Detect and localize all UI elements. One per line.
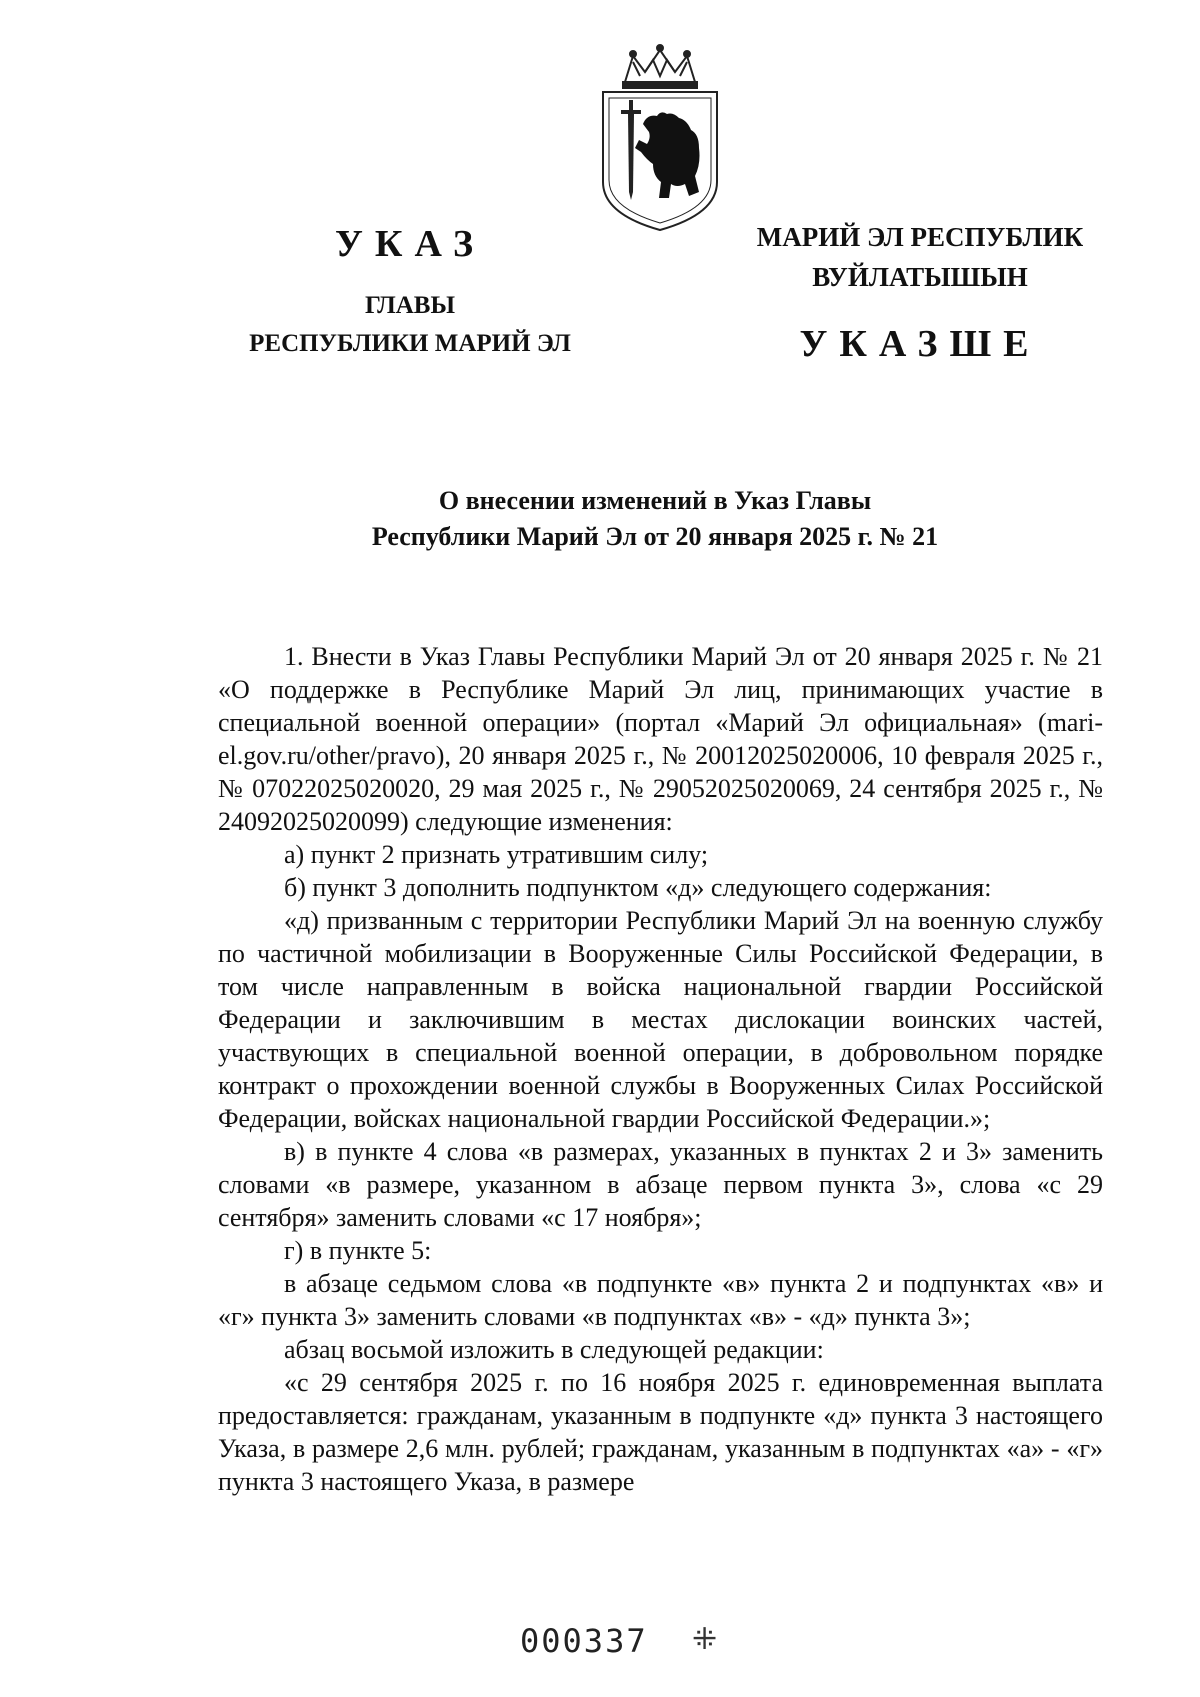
body-paragraph: 1. Внести в Указ Главы Республики Марий Эл от 20 января 2025 г. № 21 «О поддержке в Республике Марий Эл лиц, принимающих участие в специальной военной операции» (портал «Марий Эл официальная» (mari-el.gov.ru/other/pravo), 20 января 2025 г., № 20012025020006, 10 февраля 2025 г., № 07022025020020, 29 мая 2025 г., № 29052025020069, 24 сентября 2025 г., № 24092025020099) следующие изменения: [218,642,1103,836]
crown-icon [623,45,697,88]
issuer-line-2: РЕСПУБЛИКИ МАРИЙ ЭЛ [249,330,571,357]
issuer-mari-line-2: ВУЙЛАТЫШЫН [812,262,1028,292]
coat-of-arms-emblem [595,42,725,232]
issuer-line-1: ГЛАВЫ [364,292,456,319]
body-paragraph: в) в пункте 4 слова «в размерах, указанных в пунктах 2 и 3» заменить словами «в размере, указанном в абзаце первом пункта 3», слова «с 29 сентября» заменить словами «с 17 ноября»; [218,1137,1103,1232]
body-paragraph: г) в пункте 5: [284,1236,432,1265]
document-title-line-2: Республики Марий Эл от 20 января 2025 г. № 21 [371,522,939,551]
issuer-mari-line-1: МАРИЙ ЭЛ РЕСПУБЛИК [756,222,1084,252]
document-title-line-1: О внесении изменений в Указ Главы [438,486,872,515]
body-paragraph: а) пункт 2 признать утратившим силу; [284,840,709,869]
document-title [200,483,1110,555]
document-serial-number: 000337 [520,1622,648,1660]
decree-title: УКАЗ [335,223,485,265]
body-paragraph: «д) призванным с территории Республики Марий Эл на военную службу по частичной мобилизации в Вооруженные Силы Российской Федерации, в том числе направленным в войска национальной гвардии Российской Федерации и заключившим в местах дислокации воинских частей, участвующих в специальной военной операции, в добровольном порядке контракт о прохождении военной службы в Вооруженных Силах Российской Федерации, войсках национальной гвардии Российской Федерации.»; [218,906,1103,1133]
decree-title-mari: УКАЗШЕ [799,323,1041,365]
ornament-mark: ⁜ [692,1623,718,1656]
body-paragraph: в абзаце седьмом слова «в подпункте «в» пункта 2 и подпунктах «в» и «г» пункта 3» заменить словами «в подпунктах «в» - «д» пункта 3»; [218,1269,1103,1331]
body-paragraph: абзац восьмой изложить в следующей редакции: [284,1335,824,1364]
body-paragraph: «с 29 сентября 2025 г. по 16 ноября 2025 г. единовременная выплата предоставляется: гражданам, указанным в подпункте «д» пункта 3 настоящего Указа, в размере 2,6 млн. рублей; гражданам, указанным в подпунктах «а» - «г» пункта 3 настоящего Указа, в размере [218,1368,1103,1496]
document-body [218,640,1103,1498]
body-paragraph: б) пункт 3 дополнить подпунктом «д» следующего содержания: [284,873,992,902]
